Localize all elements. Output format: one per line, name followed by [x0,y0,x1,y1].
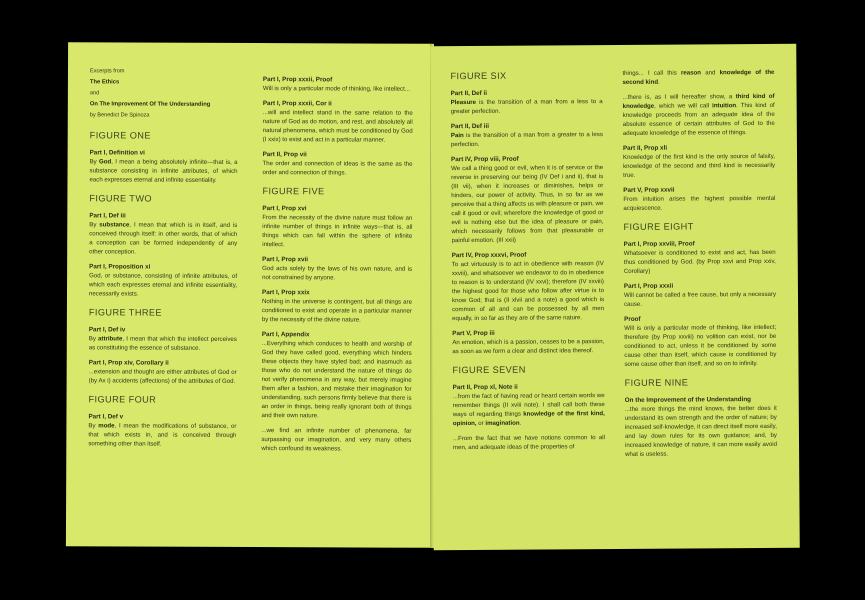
figure-eight-heading: FIGURE EIGHT [623,221,694,232]
paragraph: The order and connection of ideas is the same as the order and connection of things. [262,160,413,177]
paragraph: Knowledge of the first kind is the only source of falsity, knowledge of the second and third kind is necessarily true. [623,152,776,179]
intro-work-1: The Ethics [89,79,120,86]
section-heading: Part I, Prop xxxii [623,282,674,290]
paragraph: ...From the fact that we have notions common to all men, and adequate ideas of the properties of [452,434,606,452]
paragraph: Will is only a particular mode of thinking, like intellect... [262,85,410,93]
paragraph: Nothing in the universe is contingent, but all things are conditioned to exist and operate in a particular manner by the necessity of the divine nature. [261,298,412,324]
paragraph: To act virtuously is to act in obedience with reason (IV xxviii), and whatsoever we endeavor to do in obedience to reason is to understand (IV xxvi); therefore (IV xxviii) the highest good for those who follow after virtue is to know God; that is (II xlvii and a note) a good which is common of all and can be possessed by all men equally, in so far as they are of the same nature. [451,260,605,323]
section-heading: Part IV, Prop viii, Proof [451,155,519,164]
section-heading: On the Improvement of the Understanding [624,396,752,404]
paragraph: From intuition arises the highest possible mental acquiescence. [623,194,776,212]
section-heading: Part I, Proposition xi [89,263,151,271]
section-heading: Part I, Appendix [261,331,310,339]
intro-author: by Benedict De Spinoza [89,112,150,119]
section-heading: Part IV, Prop xxxvi, Proof [451,251,527,260]
section-heading: Part I, Prop xvii [262,256,309,264]
paragraph: ...will and intellect stand in the same relation to the nature of God as do motion, and rest, and absolutely all natural phenomena, which must be conditioned by God (I xxix) to exist and act in a particular manner. [262,109,413,144]
paragraph: By God, I mean a being absolutely infinite—that is, a substance consisting in infinite attributes, of which each expresses eternal and infinite essentiality. [89,158,238,184]
intro-block [90,66,238,122]
figure-five-heading: FIGURE FIVE [262,186,325,197]
intro-excerpts: Excerpts from [89,68,125,75]
paragraph: ...Everything which conduces to health and worship of God they have called good, everything which hinders these objects they have styled bad; and inasmuch as those who do not understand the nature of things do not verify phenomena in any way, but merely imagine them after a fashion, and mistake their imagination for understanding, such persons firmly believe that there is an order in things, being really ignorant both of things and their own nature. [261,340,412,420]
left-page [66,42,433,548]
section-heading: Part II, Prop xli [622,144,668,152]
section-heading: Part II, Prop xl, Note ii [452,383,518,392]
section-heading: Part I, Prop xxix [261,289,310,297]
section-heading: Part V, Prop xxvii [623,186,675,194]
figure-six-heading: FIGURE SIX [450,70,507,82]
paragraph: From the necessity of the divine nature must follow an infinite number of things in infinite ways—that is, all things which can fall within the sphere of infinite intellect. [262,214,413,249]
figure-three-heading: FIGURE THREE [88,307,162,318]
section-heading: Part I, Prop xvi [262,205,307,213]
section-heading: Part I, Def iv [88,326,126,334]
section-heading: Part II, Def iii [450,122,489,131]
section-heading: Part I, Prop xxxii, Proof [262,76,333,84]
section-heading: Part I, Prop xxviii, Proof [623,240,695,248]
figure-two-heading: FIGURE TWO [89,193,152,204]
paragraph: ...there is, as I will hereafter show, a third kind of knowledge, which we will call intuition. This kind of knowledge proceeds from an adequate idea of the absolute essence of certain attributes of God to the adequate knowledge of the essence of things. [622,92,775,137]
paragraph: ...we find an infinite number of phenomena, far surpassing our imagination, and very many others which confound its weakness. [261,427,412,453]
paragraph: We call a thing good or evil, when it is of service or the reverse in preserving our being (IV Def i and ii), that is (III vii), when it increases or diminishes, helps or hinders, our power of activity. Thus, in so far as we perceive that a thing affects us with pleasure or pain, we call it good or evil; wherefore the knowledge of good or evil is nothing else but the idea of pleasure or pain, which necessarily follows from that pleasurable or painful emotion. (III xxii) [451,164,604,245]
figure-nine-heading: FIGURE NINE [624,377,689,388]
intro-work-2: On The Improvement Of The Understanding [89,101,211,108]
right-page [430,44,800,551]
section-heading: Part II, Def ii [450,89,488,98]
figure-four-heading: FIGURE FOUR [88,394,157,405]
figure-one-heading: FIGURE ONE [89,130,151,141]
paragraph: ...extension and thought are either attributes of God or (by Ax i) accidents (affections) of the attributes of God. [88,368,237,385]
paragraph: An emotion, which is a passion, ceases to be a passion, as soon as we form a clear and distinct idea thereof. [452,338,605,356]
column-4 [622,68,777,465]
paragraph: By substance, I mean that which is in itself, and is conceived through itself: in other words, that of which a conception can be formed independently of any other conception. [89,221,238,256]
paragraph: God, or substance, consisting of infinite attributes, of which each expresses eternal and infinite essentiality, necessarily exists. [88,272,238,298]
column-3 [450,67,605,458]
paragraph: By attribute, I mean that which the intellect perceives as constituting the essence of substance. [88,335,237,352]
paragraph: God acts solely by the laws of his own nature, and is not constrained by anyone. [262,265,413,282]
paragraph: Pain is the transition of a man from a greater to a less perfection. [450,131,603,149]
section-heading: Part I, Def iii [89,212,126,220]
section-heading: Part II, Prop vii [262,151,307,159]
paragraph: Will is only a particular mode of thinking, like intellect; therefore (by Prop xxviii) no volition can exist, nor be conditioned to act, unless it be conditioned by some cause other than itself, which cause is conditioned by some cause other than itself, and so on to infinity. [624,323,777,368]
paragraph: things... I call this reason and knowledge of the second kind. [622,68,775,86]
paragraph: Pleasure is the transition of a man from a less to a greater perfection. [450,98,603,116]
section-heading: Part V, Prop iii [452,329,495,338]
section-heading: Part I, Definition vi [89,149,145,157]
section-heading: Part I, Prop xxxii, Cor ii [262,100,332,108]
paragraph: ...from the fact of having read or heard certain words we remember things (II xviii note). I shall call both these ways of regarding things knowledge of the first kind, opinion, or imagination. [452,392,605,428]
column-1 [88,66,238,455]
paragraph: Whatsoever is conditioned to exist and act, has been thus conditioned by God. (by Prop xxvi and Prop xxiv, Corollary) [623,248,776,275]
paragraph: Will cannot be called a free cause, but only a necessary cause. [623,290,777,308]
section-heading: Part I, Def v [88,413,124,421]
figure-seven-heading: FIGURE SEVEN [452,364,526,376]
paragraph: ...the more things the mind knows, the better does it understand its own strength and the order of nature; by increased self-knowledge, it can direct itself more easily, and lay down rules for its own guidance; and, by increased knowledge of nature, it can more easily avoid what is useless. [624,404,778,458]
paragraph: By mode, I mean the modifications of substance, or that which exists in, and is conceived through something other than itself. [88,422,237,448]
section-heading: Proof [624,315,641,323]
column-2 [261,71,413,460]
intro-and: and [89,90,100,97]
section-heading: Part I, Prop xiv, Corollary ii [88,359,169,367]
